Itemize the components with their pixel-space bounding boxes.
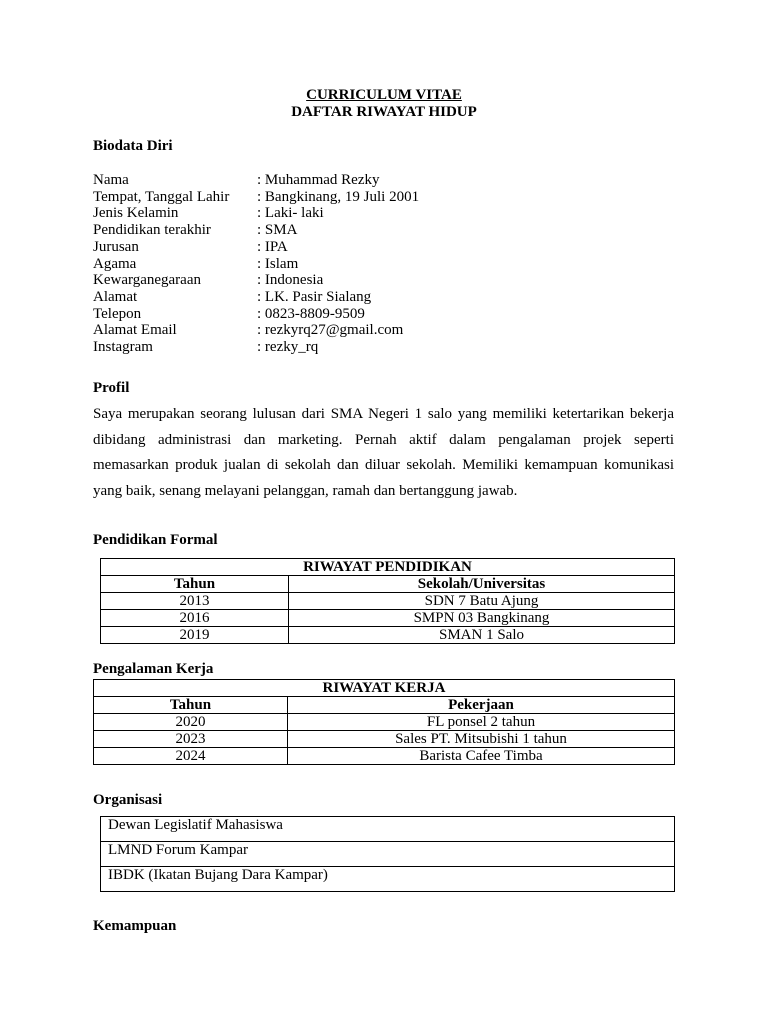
table-row <box>101 842 675 867</box>
education-school: SMAN 1 Salo <box>289 627 675 644</box>
table-row <box>101 817 675 842</box>
work-year: 2020 <box>94 714 288 731</box>
biodata-label: Jurusan <box>93 239 139 255</box>
work-job: Barista Cafee Timba <box>288 748 675 765</box>
work-job: Sales PT. Mitsubishi 1 tahun <box>288 731 675 748</box>
work-year: 2023 <box>94 731 288 748</box>
work-col-job: Pekerjaan <box>288 697 675 714</box>
biodata-label: Jenis Kelamin <box>93 205 179 221</box>
pendidikan-heading: Pendidikan Formal <box>93 532 218 548</box>
table-row <box>101 610 675 627</box>
biodata-value: : LK. Pasir Sialang <box>257 289 372 305</box>
organization-item: Dewan Legislatif Mahasiswa <box>101 817 675 842</box>
education-school: SDN 7 Batu Ajung <box>289 593 675 610</box>
table-row <box>94 714 675 731</box>
biodata-value: : Muhammad Rezky <box>257 172 380 188</box>
biodata-label: Alamat Email <box>93 322 177 338</box>
work-table <box>93 679 675 765</box>
biodata-value: : rezkyrq27@gmail.com <box>257 322 404 338</box>
work-year: 2024 <box>94 748 288 765</box>
work-job: FL ponsel 2 tahun <box>288 714 675 731</box>
profil-paragraph: Saya merupakan seorang lulusan dari SMA Negeri 1 salo yang memiliki ketertarikan bekerja dibidang administrasi dan marketing. Pernah aktif dalam pengalaman projek seperti memasarkan produk jualan di sekolah dan diluar sekolah. Memiliki kemampuan komunikasi yang baik, senang melayani pelanggan, ramah dan bertanggung jawab. <box>93 406 674 499</box>
document-subtitle: DAFTAR RIWAYAT HIDUP <box>291 104 477 120</box>
biodata-label: Instagram <box>93 339 153 355</box>
education-col-year: Tahun <box>101 576 289 593</box>
biodata-label: Nama <box>93 172 129 188</box>
table-row <box>101 593 675 610</box>
education-table-title: RIWAYAT PENDIDIKAN <box>101 559 675 576</box>
biodata-value: : SMA <box>257 222 298 238</box>
biodata-value: : 0823-8809-9509 <box>257 306 365 322</box>
organization-table <box>100 816 675 892</box>
organisasi-heading: Organisasi <box>93 792 163 808</box>
education-col-school: Sekolah/Universitas <box>289 576 675 593</box>
biodata-label: Alamat <box>93 289 138 305</box>
organization-item: LMND Forum Kampar <box>101 842 675 867</box>
education-year: 2016 <box>101 610 289 627</box>
table-row <box>94 731 675 748</box>
work-table-title: RIWAYAT KERJA <box>94 680 675 697</box>
biodata-label: Agama <box>93 256 137 272</box>
biodata-heading: Biodata Diri <box>93 138 173 154</box>
table-row <box>101 627 675 644</box>
work-col-year: Tahun <box>94 697 288 714</box>
document-title-block <box>0 87 768 121</box>
biodata-value: : IPA <box>257 239 288 255</box>
table-row <box>94 748 675 765</box>
biodata-label: Tempat, Tanggal Lahir <box>93 189 230 205</box>
profil-heading: Profil <box>93 380 130 396</box>
biodata-label: Kewarganegaraan <box>93 272 201 288</box>
biodata-value: : Indonesia <box>257 272 324 288</box>
biodata-value: : Laki- laki <box>257 205 324 221</box>
pengalaman-heading: Pengalaman Kerja <box>93 661 214 677</box>
education-year: 2013 <box>101 593 289 610</box>
biodata-label: Telepon <box>93 306 142 322</box>
education-school: SMPN 03 Bangkinang <box>289 610 675 627</box>
kemampuan-heading: Kemampuan <box>93 918 177 934</box>
education-table <box>100 558 675 644</box>
biodata-label: Pendidikan terakhir <box>93 222 211 238</box>
table-row <box>101 867 675 892</box>
document-title: CURRICULUM VITAE <box>306 87 462 103</box>
organization-item: IBDK (Ikatan Bujang Dara Kampar) <box>101 867 675 892</box>
biodata-value: : rezky_rq <box>257 339 319 355</box>
biodata-value: : Bangkinang, 19 Juli 2001 <box>257 189 420 205</box>
education-year: 2019 <box>101 627 289 644</box>
biodata-value: : Islam <box>257 256 299 272</box>
